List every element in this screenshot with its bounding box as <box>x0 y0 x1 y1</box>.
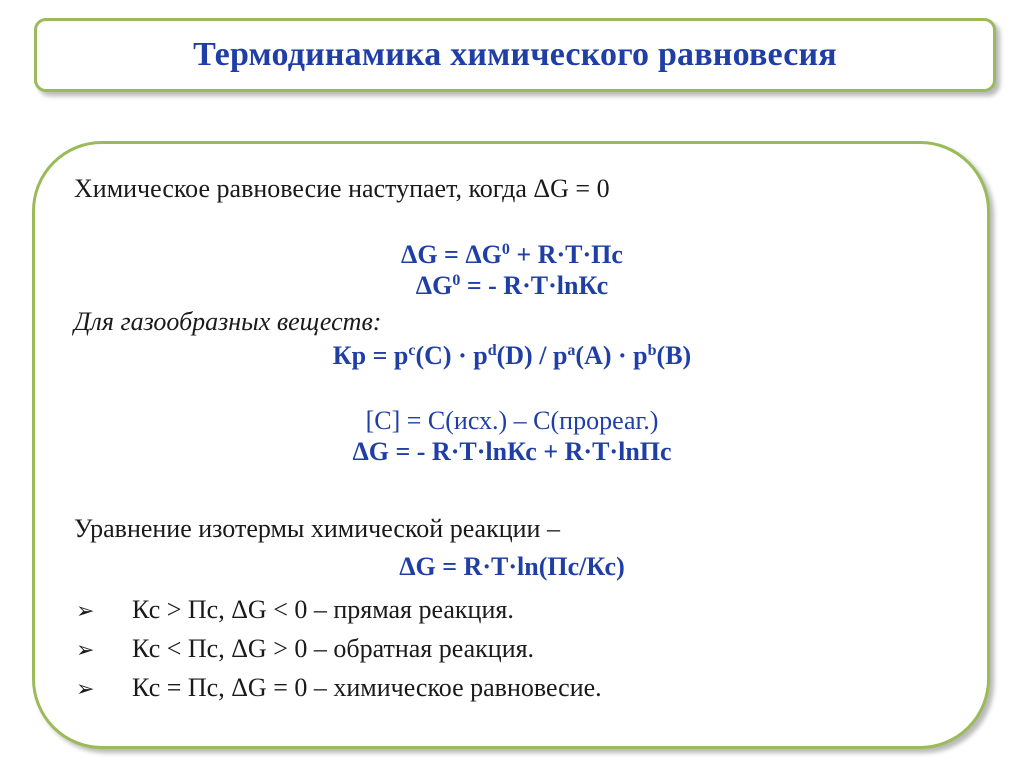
kp-sup-4: b <box>647 342 657 359</box>
bullet-text: Кс > Пс, ΔG < 0 – прямая реакция. <box>132 595 514 624</box>
arrow-bullet-icon: ➢ <box>76 677 95 702</box>
kp-part-1: Кр = p <box>332 341 409 370</box>
gas-label: Для газообразных веществ: <box>74 307 382 336</box>
arrow-bullet-icon: ➢ <box>76 599 95 624</box>
concentration-formula: [C] = C(исх.) – C(прореаг.) <box>365 406 659 435</box>
kp-sup-2: d <box>487 342 497 359</box>
page-title: Термодинамика химического равновесия <box>193 36 837 73</box>
kp-sup-1: c <box>408 342 416 359</box>
bullet-item <box>76 634 534 666</box>
arrow-bullet-icon: ➢ <box>76 638 95 663</box>
isotherm-label: Уравнение изотермы химической реакции – <box>74 514 560 543</box>
intro-text: Химическое равновесие наступает, когда ΔG = 0 <box>74 174 610 203</box>
formula-dg-full: ΔG = - R·T·lnКс + R·T·lnПс <box>352 437 672 466</box>
formula-kp <box>0 341 1024 371</box>
kp-part-5: (B) <box>656 341 692 370</box>
kp-sup-3: a <box>567 342 576 359</box>
bullet-text: Кс < Пс, ΔG > 0 – обратная реакция. <box>132 634 535 663</box>
kp-part-3: (D) / p <box>496 341 568 370</box>
isotherm-formula: ΔG = R·T·ln(Пс/Кс) <box>399 552 625 581</box>
bullet-item <box>76 673 602 705</box>
formula-dg: $\Delta G = \Delta G^0 + R\cdot T\cdot Пс$ <box>401 240 623 269</box>
bullet-item <box>76 595 514 627</box>
kp-part-2: (C) · p <box>415 341 488 370</box>
kp-part-4: (A) · p <box>575 341 648 370</box>
title-box <box>34 18 996 92</box>
formula-dg0: $\Delta G^0$ = - R·T·lnКс <box>415 271 609 300</box>
bullet-text: Кс = Пс, ΔG = 0 – химическое равновесие. <box>132 673 602 702</box>
